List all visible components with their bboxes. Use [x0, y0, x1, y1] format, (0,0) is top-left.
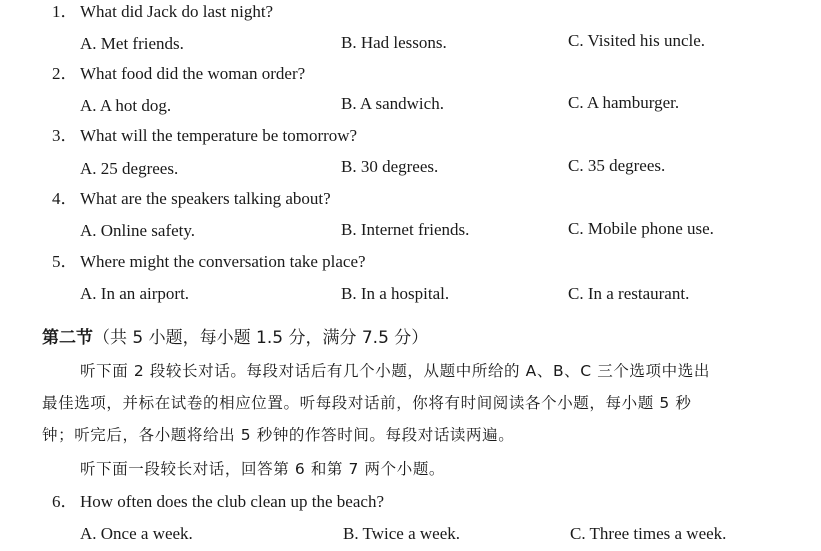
- q2-option-b: B. A sandwich.: [341, 94, 444, 113]
- section-note: （共 5 小题，每小题 1.5 分，满分 7.5 分）: [93, 328, 429, 348]
- q5-option-a: A. In an airport.: [80, 284, 190, 303]
- question-4: [52, 189, 331, 209]
- q5-option-c: C. In a restaurant.: [568, 284, 690, 303]
- sub-instruction: 听下面一段较长对话，回答第 6 和第 7 两个小题。: [80, 460, 446, 478]
- question-number: 3．: [52, 126, 78, 145]
- q3-option-b: B. 30 degrees.: [341, 157, 439, 176]
- section-title: [42, 328, 428, 348]
- instruction-line-2: 最佳选项，并标在试卷的相应位置。听每段对话前，你将有时间阅读各个小题，每小题 5 秒: [42, 394, 692, 412]
- instruction-line-1: 听下面 2 段较长对话。每段对话后有几个小题，从题中所给的 A、B、C 三个选项中选出: [80, 362, 710, 380]
- q6-option-c: C. Three times a week.: [570, 524, 727, 543]
- q6-option-b: B. Twice a week.: [343, 524, 460, 543]
- question-number: 1．: [52, 2, 78, 21]
- question-5: [52, 252, 366, 272]
- question-number: 5．: [52, 252, 78, 271]
- q3-option-c: C. 35 degrees.: [568, 156, 666, 175]
- question-number: 4．: [52, 189, 78, 208]
- question-6: [52, 492, 384, 512]
- question-text: What did Jack do last night?: [80, 2, 274, 21]
- q1-option-a: A. Met friends.: [80, 34, 184, 53]
- question-number: 6．: [52, 492, 78, 511]
- q4-option-c: C. Mobile phone use.: [568, 219, 714, 238]
- question-number: 2．: [52, 64, 78, 83]
- q2-option-c: C. A hamburger.: [568, 93, 680, 112]
- q1-option-b: B. Had lessons.: [341, 33, 447, 52]
- q6-option-a: A. Once a week.: [80, 524, 193, 543]
- q2-option-a: A. A hot dog.: [80, 96, 172, 115]
- section-name: 第二节: [42, 328, 93, 348]
- instruction-line-3: 钟；听完后，各小题将给出 5 秒钟的作答时间。每段对话读两遍。: [42, 426, 515, 444]
- q4-option-a: A. Online safety.: [80, 221, 196, 240]
- question-2: [52, 64, 305, 84]
- question-text: What food did the woman order?: [80, 64, 306, 83]
- question-text: What will the temperature be tomorrow?: [80, 126, 358, 145]
- question-text: What are the speakers talking about?: [80, 189, 331, 208]
- q5-option-b: B. In a hospital.: [341, 284, 450, 303]
- q4-option-b: B. Internet friends.: [341, 220, 470, 239]
- question-text: How often does the club clean up the beach?: [80, 492, 384, 511]
- question-1: [52, 2, 273, 22]
- question-3: [52, 126, 357, 146]
- q1-option-c: C. Visited his uncle.: [568, 31, 706, 50]
- q3-option-a: A. 25 degrees.: [80, 159, 179, 178]
- question-text: Where might the conversation take place?: [80, 252, 366, 271]
